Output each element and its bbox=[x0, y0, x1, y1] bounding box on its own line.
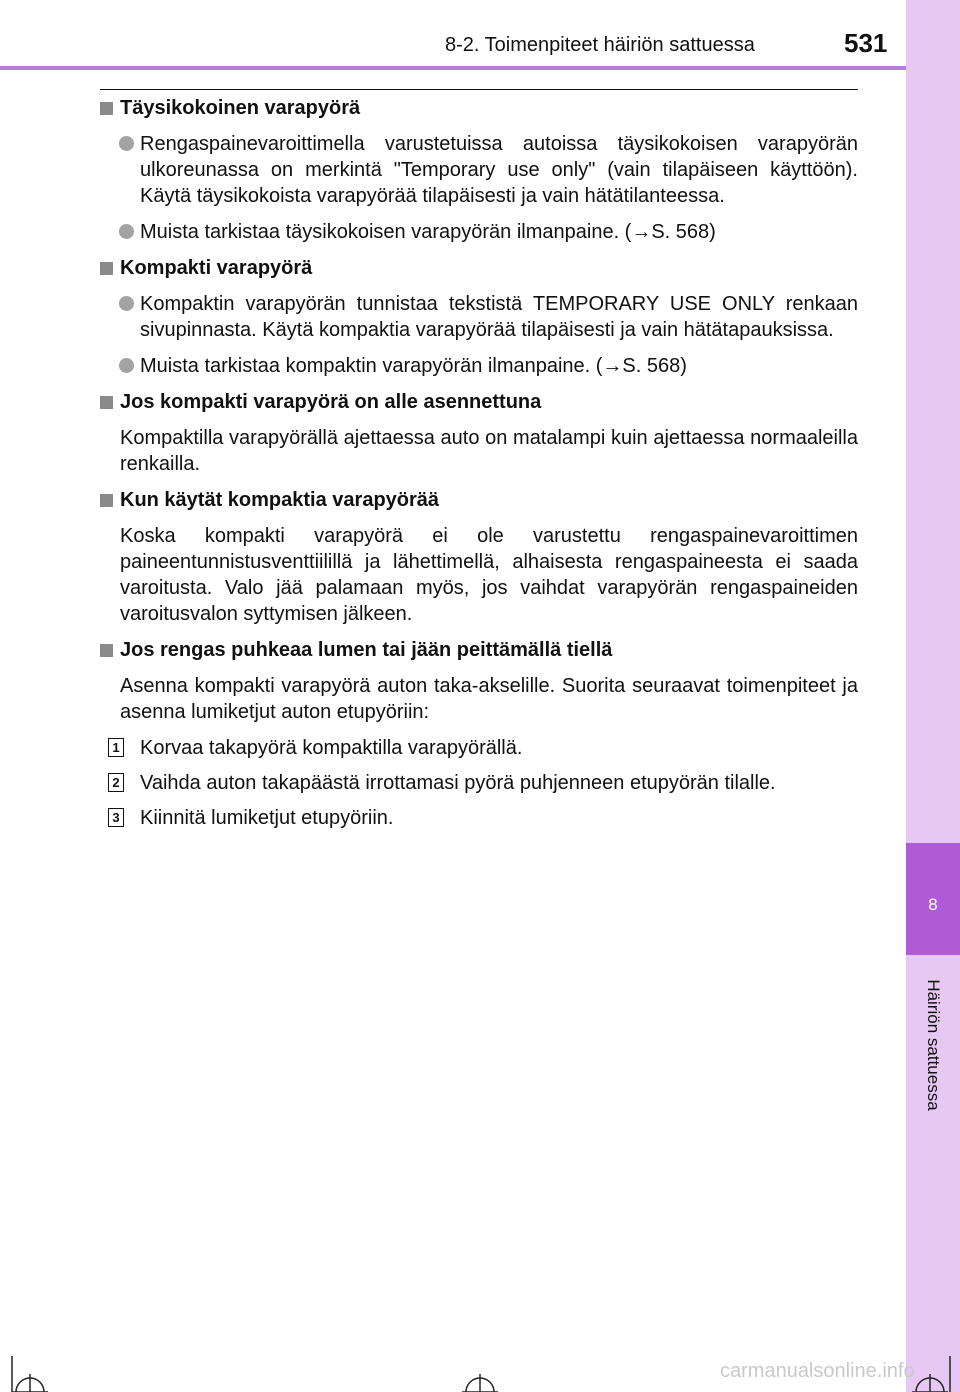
section-heading: Kun käytät kompaktia varapyörää bbox=[100, 487, 858, 513]
bullet-item: Kompaktin varapyörän tunnistaa tekstistä TEMPORARY USE ONLY renkaan sivupinnasta. Käytä kompaktia varapyörää tilapäisesti ja vain hätätapauksissa. bbox=[100, 291, 858, 343]
section-paragraph: Kompaktilla varapyörällä ajettaessa auto on matalampi kuin ajettaessa normaaleilla renkailla. bbox=[120, 427, 858, 475]
square-bullet-icon bbox=[100, 494, 113, 507]
section-paragraph: Koska kompakti varapyörä ei ole varustettu rengaspainevaroittimen paineentunnistusventtiilillä ja lähettimellä, alhaisesta rengaspaineesta ei saada varoitusta. Valo jää palamaan myös, jos vaihdat varapyörän rengaspaineiden varoitusvalon syttymisen jälkeen. bbox=[120, 525, 858, 625]
chapter-number: 8 bbox=[928, 895, 938, 914]
step-number-box: 3 bbox=[108, 808, 124, 827]
bullet-item: Muista tarkistaa täysikokoisen varapyörän ilmanpaine. (→S. 568) bbox=[100, 219, 858, 245]
numbered-step: 2 Vaihda auton takapäästä irrottamasi pyörä puhjenneen etupyörän tilalle. bbox=[100, 770, 858, 796]
chapter-number-box bbox=[906, 843, 960, 955]
circle-bullet-icon bbox=[119, 358, 134, 373]
page-number: 531 bbox=[844, 28, 888, 58]
square-bullet-icon bbox=[100, 102, 113, 115]
square-bullet-icon bbox=[100, 644, 113, 657]
section-heading: Täysikokoinen varapyörä bbox=[100, 95, 858, 121]
step-number-box: 2 bbox=[108, 773, 124, 792]
circle-bullet-icon bbox=[119, 296, 134, 311]
section-heading: Jos rengas puhkeaa lumen tai jään peittämällä tiellä bbox=[100, 637, 858, 663]
section-paragraph: Asenna kompakti varapyörä auton taka-akselille. Suorita seuraavat toimenpiteet ja asenna lumiketjut auton etupyöriin: bbox=[120, 675, 858, 723]
page-content bbox=[100, 95, 858, 840]
section-heading: Jos kompakti varapyörä on alle asennettuna bbox=[100, 389, 858, 415]
watermark: carmanualsonline.info bbox=[720, 1360, 915, 1382]
chapter-label: Häiriön sattuessa bbox=[924, 979, 943, 1111]
numbered-step: 1 Korvaa takapyörä kompaktilla varapyörällä. bbox=[100, 735, 858, 761]
numbered-step: 3 Kiinnitä lumiketjut etupyöriin. bbox=[100, 805, 858, 831]
step-number-box: 1 bbox=[108, 738, 124, 757]
circle-bullet-icon bbox=[119, 136, 134, 151]
chapter-side-tab bbox=[906, 0, 960, 1392]
section-heading: Kompakti varapyörä bbox=[100, 255, 858, 281]
content-top-rule bbox=[100, 89, 858, 90]
header-divider bbox=[0, 66, 906, 70]
running-header-title: 8-2. Toimenpiteet häiriön sattuessa bbox=[445, 34, 755, 56]
square-bullet-icon bbox=[100, 396, 113, 409]
circle-bullet-icon bbox=[119, 224, 134, 239]
square-bullet-icon bbox=[100, 262, 113, 275]
bullet-item: Muista tarkistaa kompaktin varapyörän ilmanpaine. (→S. 568) bbox=[100, 353, 858, 379]
bullet-item: Rengaspainevaroittimella varustetuissa autoissa täysikokoisen varapyörän ulkoreunassa on merkintä "Temporary use only" (vain tilapäiseen käyttöön). Käytä täysikokoista varapyörää tilapäisesti ja vain hätätilanteessa. bbox=[100, 131, 858, 209]
